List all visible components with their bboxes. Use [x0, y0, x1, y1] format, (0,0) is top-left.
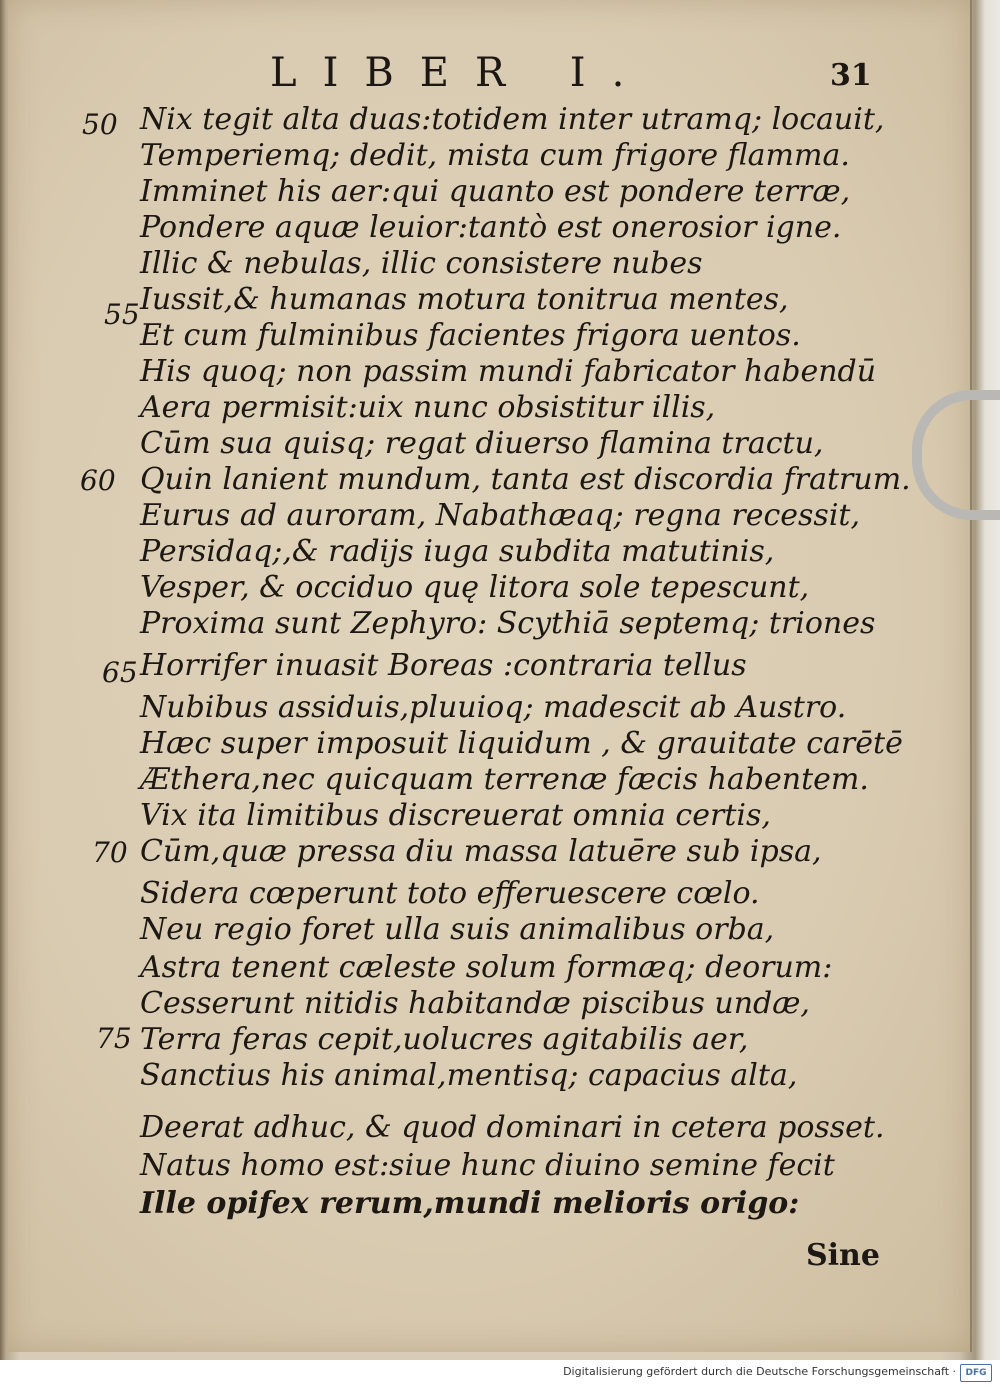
verse-line: Nix tegit alta duas:totidem inter utramq; locauit, [140, 102, 885, 137]
verse-line: Pondere aquæ leuior:tantò est onerosior igne. [140, 210, 842, 245]
line-number-60: 60 [80, 464, 116, 497]
verse-line: Illic & nebulas, illic consistere nubes [140, 246, 703, 281]
verse-line: Vesper, & occiduo quę litora sole tepescunt, [140, 570, 810, 605]
verse-line: Hæc super imposuit liquidum , & grauitate carētē [140, 726, 903, 761]
verse-line: Temperiemq; dedit, mista cum frigore flamma. [140, 138, 850, 173]
verse-line: Ille opifex rerum,mundi melioris origo: [140, 1186, 800, 1221]
verse-line: Deerat adhuc, & quod dominari in cetera posset. [140, 1110, 885, 1145]
verse-line: Nubibus assiduis,pluuioq; madescit ab Austro. [140, 690, 847, 725]
line-number-75: 75 [96, 1022, 132, 1055]
verse-line: Horrifer inuasit Boreas :contraria tellus [140, 648, 747, 683]
verse-line: Et cum fulminibus facientes frigora uentos. [140, 318, 801, 353]
verse-line: Neu regio foret ulla suis animalibus orba, [140, 912, 775, 947]
verse-line: Terra feras cepit,uolucres agitabilis aer, [140, 1022, 749, 1057]
folio-number: 31 [830, 58, 872, 93]
verse-line: Persidaq;,& radijs iuga subdita matutinis, [140, 534, 775, 569]
verse-line: Imminet his aer:qui quanto est pondere terræ, [140, 174, 851, 209]
line-number-70: 70 [92, 836, 128, 869]
verse-line: Astra tenent cæleste solum formæq; deorum: [140, 950, 833, 985]
footer-bar [0, 1360, 1000, 1388]
verse-line: Sidera cœperunt toto efferuescere cœlo. [140, 876, 760, 911]
verse-line: Natus homo est:siue hunc diuino semine fecit [140, 1148, 835, 1183]
verse-line: Cūm sua quisq; regat diuerso flamina tractu, [140, 426, 824, 461]
verse-line: Proxima sunt Zephyro: Scythiā septemq; triones [140, 606, 876, 641]
verse-line: Quin lanient mundum, tanta est discordia fratrum. [140, 462, 911, 497]
line-number-55: 55 [104, 298, 140, 331]
funding-credit: Digitalisierung gefördert durch die Deutsche Forschungsgemeinschaft · [563, 1365, 956, 1378]
verse-line: Sanctius his animal,mentisq; capacius alta, [140, 1058, 798, 1093]
verse-line: Eurus ad auroram, Nabathæaq; regna recessit, [140, 498, 860, 533]
line-number-65: 65 [102, 656, 138, 689]
catchword: Sine [806, 1238, 880, 1273]
verse-line: Aera permisit:uix nunc obsistitur illis, [140, 390, 716, 425]
verse-line: Cesserunt nitidis habitandæ piscibus undæ, [140, 986, 810, 1021]
dfg-logo-icon: DFG [960, 1364, 992, 1382]
verse-line: Æthera,nec quicquam terrenæ fæcis habentem. [140, 762, 869, 797]
verse-line: Iussit,& humanas motura tonitrua mentes, [140, 282, 789, 317]
verse-line: Cūm,quæ pressa diu massa latuēre sub ipsa, [140, 834, 822, 869]
verse-line: His quoq; non passim mundi fabricator habendū [140, 354, 877, 389]
line-number-50: 50 [82, 108, 118, 141]
running-title: LIBER I. [270, 50, 651, 96]
verse-line: Vix ita limitibus discreuerat omnia certis, [140, 798, 771, 833]
